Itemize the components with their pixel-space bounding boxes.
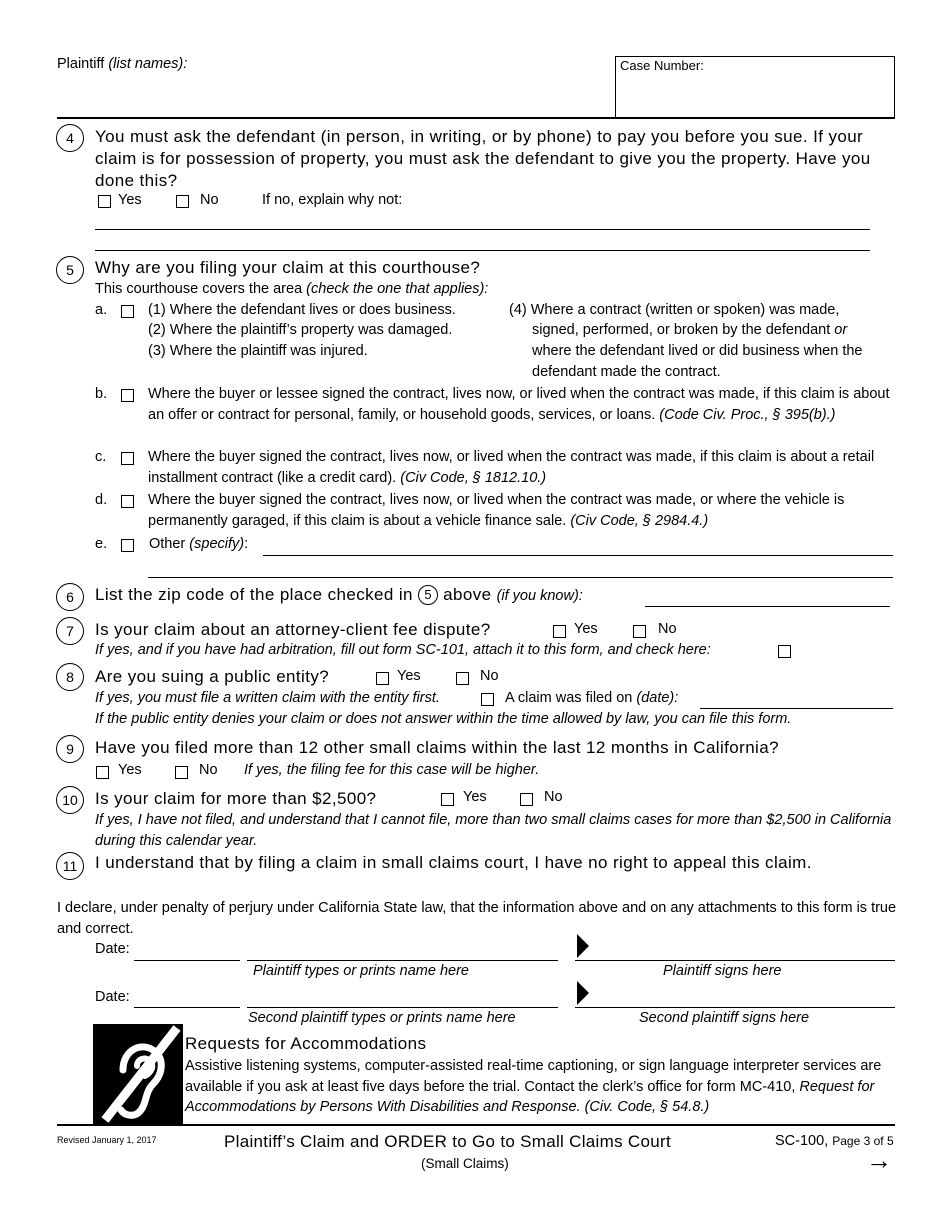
q8-yes-label: Yes	[397, 668, 421, 684]
q5-a4-line2: signed, performed, or broken by the defendant or	[532, 322, 848, 338]
q8-note2: If the public entity denies your claim or does not answer within the time allowed by law, you can file this form.	[95, 711, 792, 727]
item-number: 4	[56, 124, 84, 152]
q5-a-checkbox[interactable]	[121, 305, 134, 318]
plaintiff-label: Plaintiff (list names):	[57, 56, 188, 72]
header-divider	[57, 117, 895, 119]
date-line-1[interactable]	[134, 960, 240, 961]
q5-subtitle: This courthouse covers the area (check the one that applies):	[95, 281, 489, 297]
q5-e-checkbox[interactable]	[121, 539, 134, 552]
q4-no-checkbox[interactable]	[176, 195, 189, 208]
form-page-number: SC-100, Page 3 of 5	[775, 1133, 894, 1149]
q5-d-label: d.	[95, 492, 108, 508]
q4-yes-checkbox[interactable]	[98, 195, 111, 208]
q8-yes-checkbox[interactable]	[376, 672, 389, 685]
item-number: 10	[56, 786, 84, 814]
q5-a-label: a.	[95, 302, 108, 318]
q6-zip-line[interactable]	[645, 606, 890, 607]
question-11-text: I understand that by filing a claim in small claims court, I have no right to appeal this claim.	[95, 853, 812, 872]
question-6-text: List the zip code of the place checked in 5 above (if you know):	[95, 585, 583, 604]
plaintiff-name-caption: Plaintiff types or prints name here	[253, 963, 469, 979]
q4-explain-label: If no, explain why not:	[262, 192, 403, 208]
q5-e-text: Other (specify):	[149, 536, 249, 552]
q8-no-checkbox[interactable]	[456, 672, 469, 685]
question-10-text: Is your claim for more than $2,500?	[95, 789, 377, 808]
second-plaintiff-sign-caption: Second plaintiff signs here	[639, 1010, 810, 1026]
q7-arbitration-checkbox[interactable]	[778, 645, 791, 658]
q7-no-label: No	[658, 621, 677, 637]
question-7-text: Is your claim about an attorney-client fee dispute?	[95, 620, 491, 639]
date-line-2[interactable]	[134, 1007, 240, 1008]
declaration-text: I declare, under penalty of perjury under California State law, that the information above and on any attachments to this form is true and correct.	[57, 900, 897, 937]
q5-e-specify-line-2[interactable]	[148, 577, 893, 578]
q5-a4-line1: (4) Where a contract (written or spoken) was made,	[509, 302, 840, 318]
question-5-text: Why are you filing your claim at this courthouse?	[95, 258, 481, 277]
q4-yes-label: Yes	[118, 192, 142, 208]
q8-filed-checkbox[interactable]	[481, 693, 494, 706]
case-number-box[interactable]	[615, 56, 895, 119]
q4-no-label: No	[200, 192, 219, 208]
hearing-assistance-icon	[93, 1024, 183, 1124]
q5-a3: (3) Where the plaintiff was injured.	[148, 343, 368, 359]
item-number: 6	[56, 583, 84, 611]
q9-no-checkbox[interactable]	[175, 766, 188, 779]
q7-yes-checkbox[interactable]	[553, 625, 566, 638]
second-plaintiff-name-caption: Second plaintiff types or prints name here	[248, 1010, 516, 1026]
accommodations-title: Requests for Accommodations	[185, 1034, 427, 1053]
sign-here-arrow-icon	[577, 934, 589, 958]
q9-yes-label: Yes	[118, 762, 142, 778]
item-number: 5	[56, 256, 84, 284]
q7-note: If yes, and if you have had arbitration, fill out form SC-101, attach it to this form, and check here:	[95, 642, 711, 658]
q9-note: If yes, the filing fee for this case will be higher.	[244, 762, 540, 778]
item-ref-circle: 5	[418, 585, 438, 605]
q8-no-label: No	[480, 668, 499, 684]
q5-e-label: e.	[95, 536, 108, 552]
q5-d-text: Where the buyer signed the contract, lives now, or lived when the contract was made, or where the vehicle is permanently garaged, if this claim is about a vehicle finance sale. (Civ Code, § 2984.4.)	[148, 492, 845, 529]
plaintiff-sign-caption: Plaintiff signs here	[663, 963, 782, 979]
question-4-text: You must ask the defendant (in person, in writing, or by phone) to pay you before you sue. If your claim is for possession of property, you must ask the defendant to give you the property. Have you done this?	[95, 127, 871, 190]
q5-a4-line3: where the defendant lived or did business when the	[532, 343, 863, 359]
q5-c-text: Where the buyer signed the contract, lives now, or lived when the contract was made, if this claim is about a retail installment contract (like a credit card). (Civ Code, § 1812.10.)	[148, 449, 875, 486]
case-number-label: Case Number:	[620, 58, 704, 73]
q5-c-checkbox[interactable]	[121, 452, 134, 465]
q4-explain-line-2[interactable]	[95, 250, 870, 251]
item-number: 9	[56, 735, 84, 763]
accommodations-text: Assistive listening systems, computer-assisted real-time captioning, or sign language interpreter services are available if you ask at least five days before the trial. Contact the clerk’s office for form MC-410, Request for Accommodations by Persons With Disabilities and Response. (Civ. Code, § 54.8.)	[185, 1058, 882, 1115]
q5-a4-line4: defendant made the contract.	[532, 364, 721, 380]
date-label-1: Date:	[95, 941, 130, 957]
q8-filed-label: A claim was filed on (date):	[505, 690, 679, 706]
q4-explain-line-1[interactable]	[95, 229, 870, 230]
item-number: 8	[56, 663, 84, 691]
q10-no-label: No	[544, 789, 563, 805]
q7-yes-label: Yes	[574, 621, 598, 637]
question-9-text: Have you filed more than 12 other small claims within the last 12 months in California?	[95, 738, 779, 757]
q10-yes-label: Yes	[463, 789, 487, 805]
q5-b-label: b.	[95, 386, 108, 402]
q5-e-specify-line[interactable]	[263, 555, 893, 556]
sign-here-arrow-icon	[577, 981, 589, 1005]
form-title: Plaintiff’s Claim and ORDER to Go to Small Claims Court	[224, 1132, 671, 1151]
q9-yes-checkbox[interactable]	[96, 766, 109, 779]
item-number: 7	[56, 617, 84, 645]
q5-d-checkbox[interactable]	[121, 495, 134, 508]
q5-a1: (1) Where the defendant lives or does business.	[148, 302, 456, 318]
q5-b-checkbox[interactable]	[121, 389, 134, 402]
q5-a2: (2) Where the plaintiff’s property was damaged.	[148, 322, 453, 338]
q10-note: If yes, I have not filed, and understand that I cannot file, more than two small claims cases for more than $2,500 in California during this calendar year.	[95, 812, 892, 849]
q10-no-checkbox[interactable]	[520, 793, 533, 806]
q9-no-label: No	[199, 762, 218, 778]
next-page-arrow-icon: →	[866, 1145, 892, 1175]
date-label-2: Date:	[95, 989, 130, 1005]
footer-divider	[57, 1124, 895, 1126]
q8-note1: If yes, you must file a written claim with the entity first.	[95, 690, 440, 706]
item-number: 11	[56, 852, 84, 880]
question-8-text: Are you suing a public entity?	[95, 667, 330, 686]
revised-date: Revised January 1, 2017	[57, 1135, 157, 1145]
q7-no-checkbox[interactable]	[633, 625, 646, 638]
q5-c-label: c.	[95, 449, 107, 465]
form-subtitle: (Small Claims)	[421, 1156, 509, 1171]
q5-b-text: Where the buyer or lessee signed the contract, lives now, or lived when the contract was made, if this claim is about an offer or contract for personal, family, or household goods, services, or loans. (Code Civ. Proc., § 395(b).)	[148, 386, 890, 423]
q10-yes-checkbox[interactable]	[441, 793, 454, 806]
